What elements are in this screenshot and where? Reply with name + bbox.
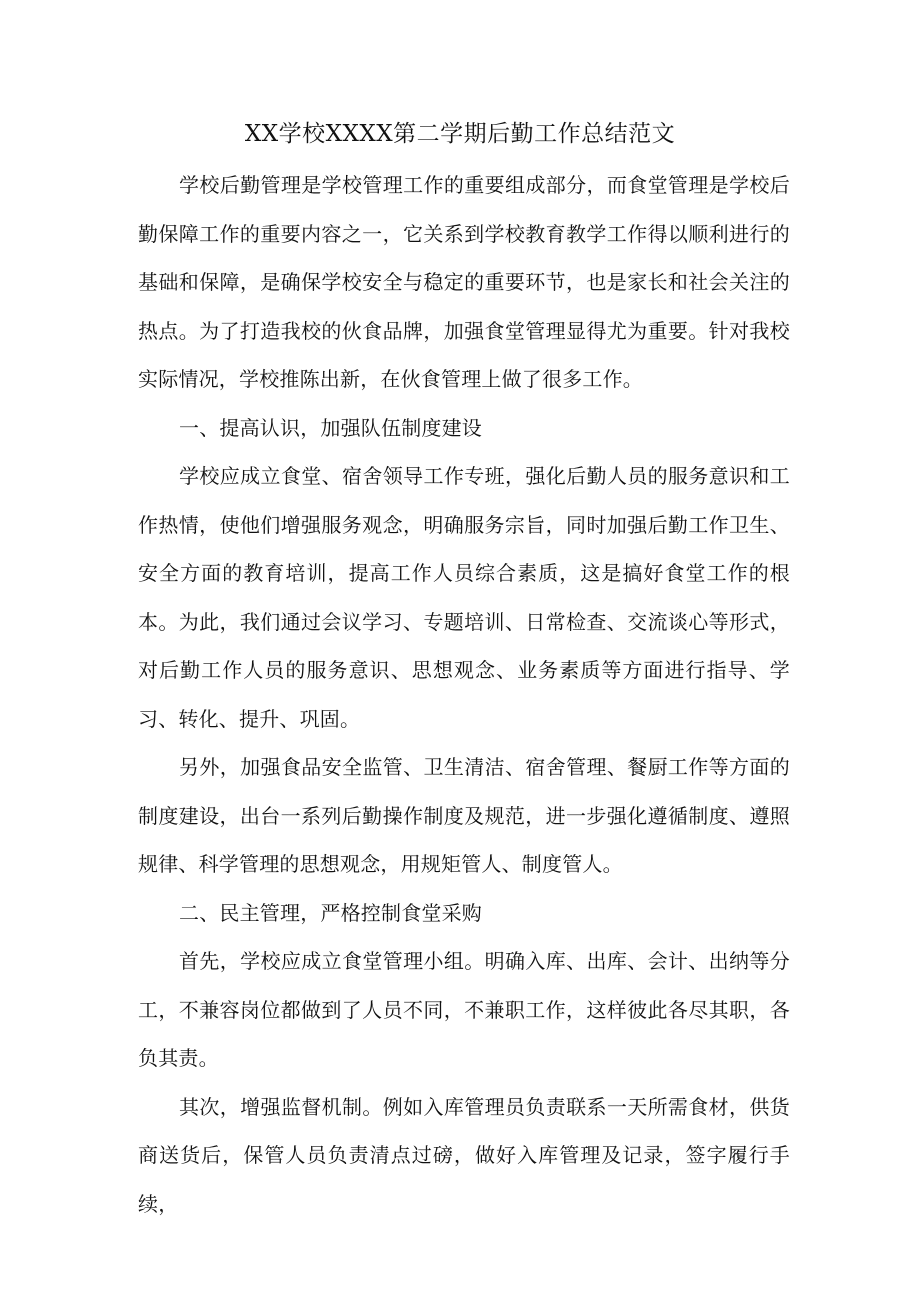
paragraph-intro: 学校后勤管理是学校管理工作的重要组成部分，而食堂管理是学校后勤保障工作的重要内容之一，它关系到学校教育教学工作得以顺利进行的基础和保障，是确保学校安全与稳定的重要环节，也是家长和社会关注的热点。为了打造我校的伙食品牌，加强食堂管理显得尤为重要。针对我校实际情况，学校推陈出新，在伙食管理上做了很多工作。 — [138, 173, 790, 391]
section-heading-2: 二、民主管理，严格控制食堂采购 — [179, 900, 482, 925]
paragraph-section-2-second: 其次，增强监督机制。例如入库管理员负责联系一天所需食材，供货商送货后，保管人员负责清点过磅，做好入库管理及记录，签字履行手续， — [138, 1094, 790, 1216]
paragraph-section-2-first: 首先，学校应成立食堂管理小组。明确入库、出库、会计、出纳等分工，不兼容岗位都做到了人员不同，不兼职工作，这样彼此各尽其职，各负其责。 — [138, 949, 790, 1070]
section-heading-1: 一、提高认识，加强队伍制度建设 — [179, 415, 482, 440]
paragraph-section-1-body: 学校应成立食堂、宿舍领导工作专班，强化后勤人员的服务意识和工作热情，使他们增强服务观念，明确服务宗旨，同时加强后勤工作卫生、安全方面的教育培训，提高工作人员综合素质，这是搞好食堂工作的根本。为此，我们通过会议学习、专题培训、日常检查、交流谈心等形式，对后勤工作人员的服务意识、思想观念、业务素质等方面进行指导、学习、转化、提升、巩固。 — [138, 464, 790, 731]
paragraph-section-1-rules: 另外，加强食品安全监管、卫生清洁、宿舍管理、餐厨工作等方面的制度建设，出台一系列后勤操作制度及规范，进一步强化遵循制度、遵照规律、科学管理的思想观念，用规矩管人、制度管人。 — [138, 755, 790, 876]
document-title: XX学校XXXX第二学期后勤工作总结范文 — [244, 121, 676, 147]
document-body — [138, 161, 790, 1228]
